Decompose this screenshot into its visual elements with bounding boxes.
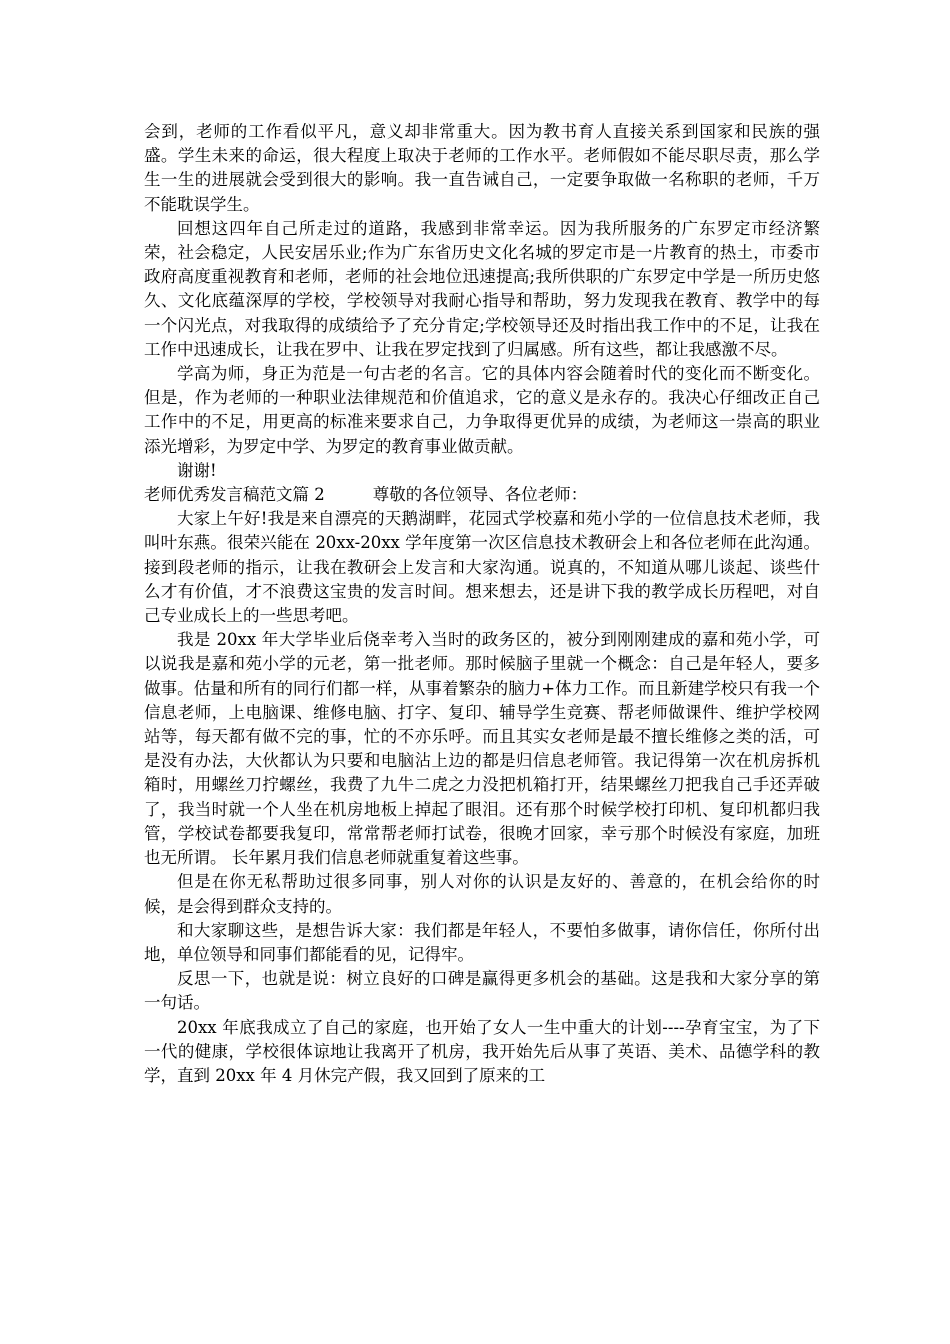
- document-body: [144, 120, 820, 1088]
- paragraph: 但是在你无私帮助过很多同事，别人对你的认识是友好的、善意的，在机会给你的时候，是会得到群众支持的。: [144, 872, 820, 916]
- paragraph: 20xx 年底我成立了自己的家庭，也开始了女人一生中重大的计划----孕育宝宝，为了下一代的健康，学校很体谅地让我离开了机房，我开始先后从事了英语、美术、品德学科的教学，直到 20xx 年 4 月休完产假，我又回到了原来的工: [144, 1017, 820, 1085]
- paragraph: 反思一下，也就是说：树立良好的口碑是赢得更多机会的基础。这是我和大家分享的第一句话。: [144, 969, 820, 1013]
- paragraph: 大家上午好!我是来自漂亮的天鹅湖畔，花园式学校嘉和苑小学的一位信息技术老师，我叫叶东燕。很荣兴能在 20xx-20xx 学年度第一次区信息技术教研会上和各位老师在此沟通。接到段老师的指示，让我在教研会上发言和大家沟通。说真的，不知道从哪儿谈起、谈些什么才有价值，才不浪费这宝贵的发言时间。想来想去，还是讲下我的教学成长历程吧，对自己专业成长上的一些思考吧。: [144, 509, 820, 626]
- paragraph: 学高为师，身正为范是一句古老的名言。它的具体内容会随着时代的变化而不断变化。但是，作为老师的一种职业法律规范和价值追求，它的意义是永存的。我决心仔细改正自己工作中的不足，用更高的标准来要求自己，力争取得更优异的成绩，为老师这一崇高的职业添光增彩，为罗定中学、为罗定的教育事业做贡献。: [144, 364, 820, 456]
- paragraph: 会到，老师的工作看似平凡，意义却非常重大。因为教书育人直接关系到国家和民族的强盛。学生未来的命运，很大程度上取决于老师的工作水平。老师假如不能尽职尽责，那么学生一生的进展就会受到很大的影响。我一直告诫自己，一定要争取做一名称职的老师，千万不能耽误学生。: [144, 122, 820, 214]
- section-title: 老师优秀发言稿范文篇 2: [144, 485, 325, 505]
- salutation: 尊敬的各位领导、各位老师：: [372, 485, 588, 505]
- paragraph: 回想这四年自己所走过的道路，我感到非常幸运。因为我所服务的广东罗定市经济繁荣，社会稳定，人民安居乐业;作为广东省历史文化名城的罗定市是一片教育的热土，市委市政府高度重视教育和老师，老师的社会地位迅速提高;我所供职的广东罗定中学是一所历史悠久、文化底蕴深厚的学校，学校领导对我耐心指导和帮助，努力发现我在教育、教学中的每一个闪光点，对我取得的成绩给予了充分肯定;学校领导还及时指出我工作中的不足，让我在工作中迅速成长，让我在罗中、让我在罗定找到了归属感。所有这些，都让我感激不尽。: [144, 218, 820, 359]
- paragraph: 谢谢!: [177, 460, 217, 480]
- paragraph: 我是 20xx 年大学毕业后侥幸考入当时的政务区的，被分到刚刚建成的嘉和苑小学，可以说我是嘉和苑小学的元老，第一批老师。那时候脑子里就一个概念：自己是年轻人，要多做事。估量和所有的同行们都一样，从事着繁杂的脑力+体力工作。而且新建学校只有我一个信息老师，上电脑课、维修电脑、打字、复印、辅导学生竞赛、帮老师做课件、维护学校网站等，每天都有做不完的事，忙的不亦乐呼。而且其实女老师是最不擅长维修之类的活，可是没有办法，大伙都认为只要和电脑沾上边的都是归信息老师管。我记得第一次在机房拆机箱时，用螺丝刀拧螺丝，我费了九牛二虎之力没把机箱打开，结果螺丝刀把我自己手还弄破了，我当时就一个人坐在机房地板上掉起了眼泪。还有那个时候学校打印机、复印机都归我管，学校试卷都要我复印，常常帮老师打试卷，很晚才回家，幸亏那个时候没有家庭，加班也无所谓。 长年累月我们信息老师就重复着这些事。: [144, 630, 820, 868]
- paragraph: 和大家聊这些，是想告诉大家：我们都是年轻人，不要怕多做事，请你信任，你所付出地，单位领导和同事们都能看的见，记得牢。: [144, 920, 820, 964]
- section-heading: [144, 483, 820, 507]
